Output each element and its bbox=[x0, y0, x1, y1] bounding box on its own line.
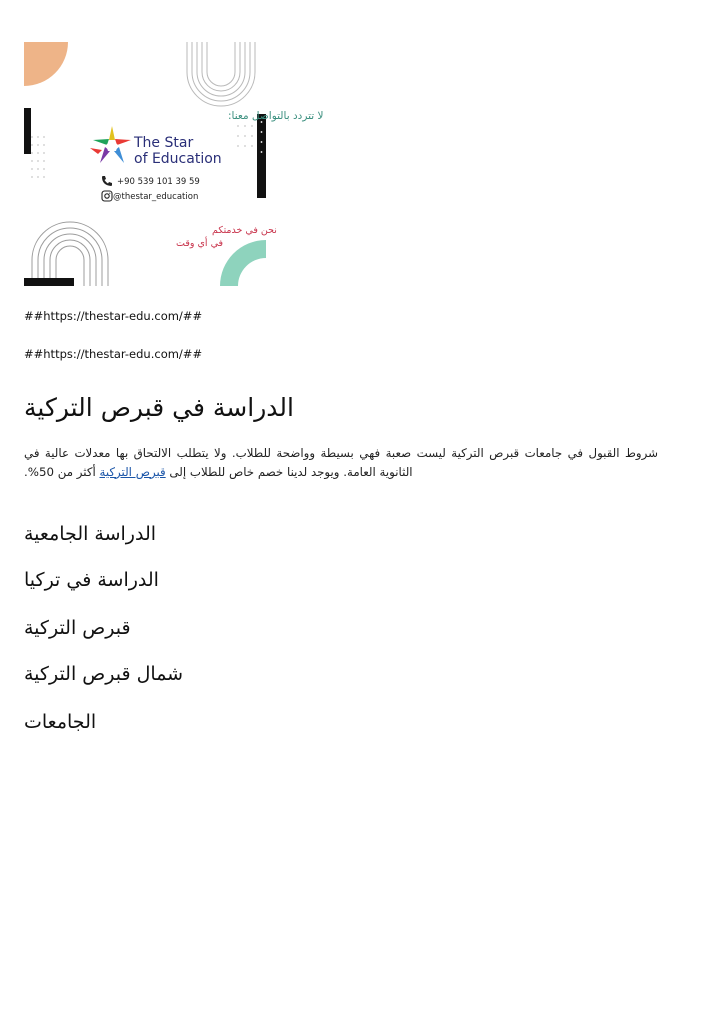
cyprus-link[interactable]: قبرص التركية bbox=[99, 464, 166, 479]
arches-bottom-shape bbox=[32, 222, 108, 286]
star-logo-icon bbox=[90, 126, 131, 163]
peach-quarter-shape bbox=[24, 42, 68, 86]
mint-ring-shape bbox=[220, 240, 266, 286]
heading-universities: الجامعات bbox=[24, 711, 97, 733]
article-body-tail: أكثر من 50%. bbox=[24, 464, 100, 479]
heading-study-turkey: الدراسة في تركيا bbox=[24, 569, 159, 591]
article-body-text: شروط القبول في جامعات قبرص التركية ليست صعبة فهي بسيطة وواضحة للطلاب. ولا يتطلب الالتحاق بها معدلات عالية في الثانوية العامة. ويوجد لدينا خصم خاص للطلاب إلى bbox=[24, 446, 658, 479]
brand-name-line-1: The Star bbox=[134, 135, 194, 151]
banner-graphic bbox=[24, 42, 324, 286]
article-body bbox=[24, 444, 658, 481]
article-title: الدراسة في قبرص التركية bbox=[24, 393, 294, 422]
black-bar-left-shape bbox=[24, 108, 31, 154]
banner-tagline-2: في أي وقت bbox=[176, 238, 224, 249]
phone-icon bbox=[102, 176, 112, 186]
site-url-1[interactable]: ##https://thestar-edu.com/## bbox=[24, 309, 203, 323]
heading-north-cyprus: شمال قبرص التركية bbox=[24, 663, 184, 685]
black-bar-right-shape bbox=[257, 114, 266, 198]
black-bar-bottom-shape bbox=[24, 278, 74, 286]
phone-number: +90 539 101 39 59 bbox=[117, 177, 200, 187]
banner-tagline-1: نحن في خدمتكم bbox=[212, 225, 277, 236]
banner-headline: لا تتردد بالتواصل معنا: bbox=[228, 110, 324, 122]
heading-university-study: الدراسة الجامعية bbox=[24, 523, 157, 545]
arches-top-shape bbox=[187, 42, 255, 106]
site-url-2[interactable]: ##https://thestar-edu.com/## bbox=[24, 347, 203, 361]
instagram-handle: @thestar_education bbox=[113, 192, 199, 202]
instagram-icon bbox=[102, 191, 112, 201]
contact-banner-image bbox=[24, 42, 324, 286]
dot-grid-left-shape bbox=[31, 136, 45, 178]
brand-name-line-2: of Education bbox=[134, 151, 222, 167]
heading-turkish-cyprus: قبرص التركية bbox=[24, 617, 131, 639]
dot-grid-right-shape bbox=[237, 125, 253, 147]
